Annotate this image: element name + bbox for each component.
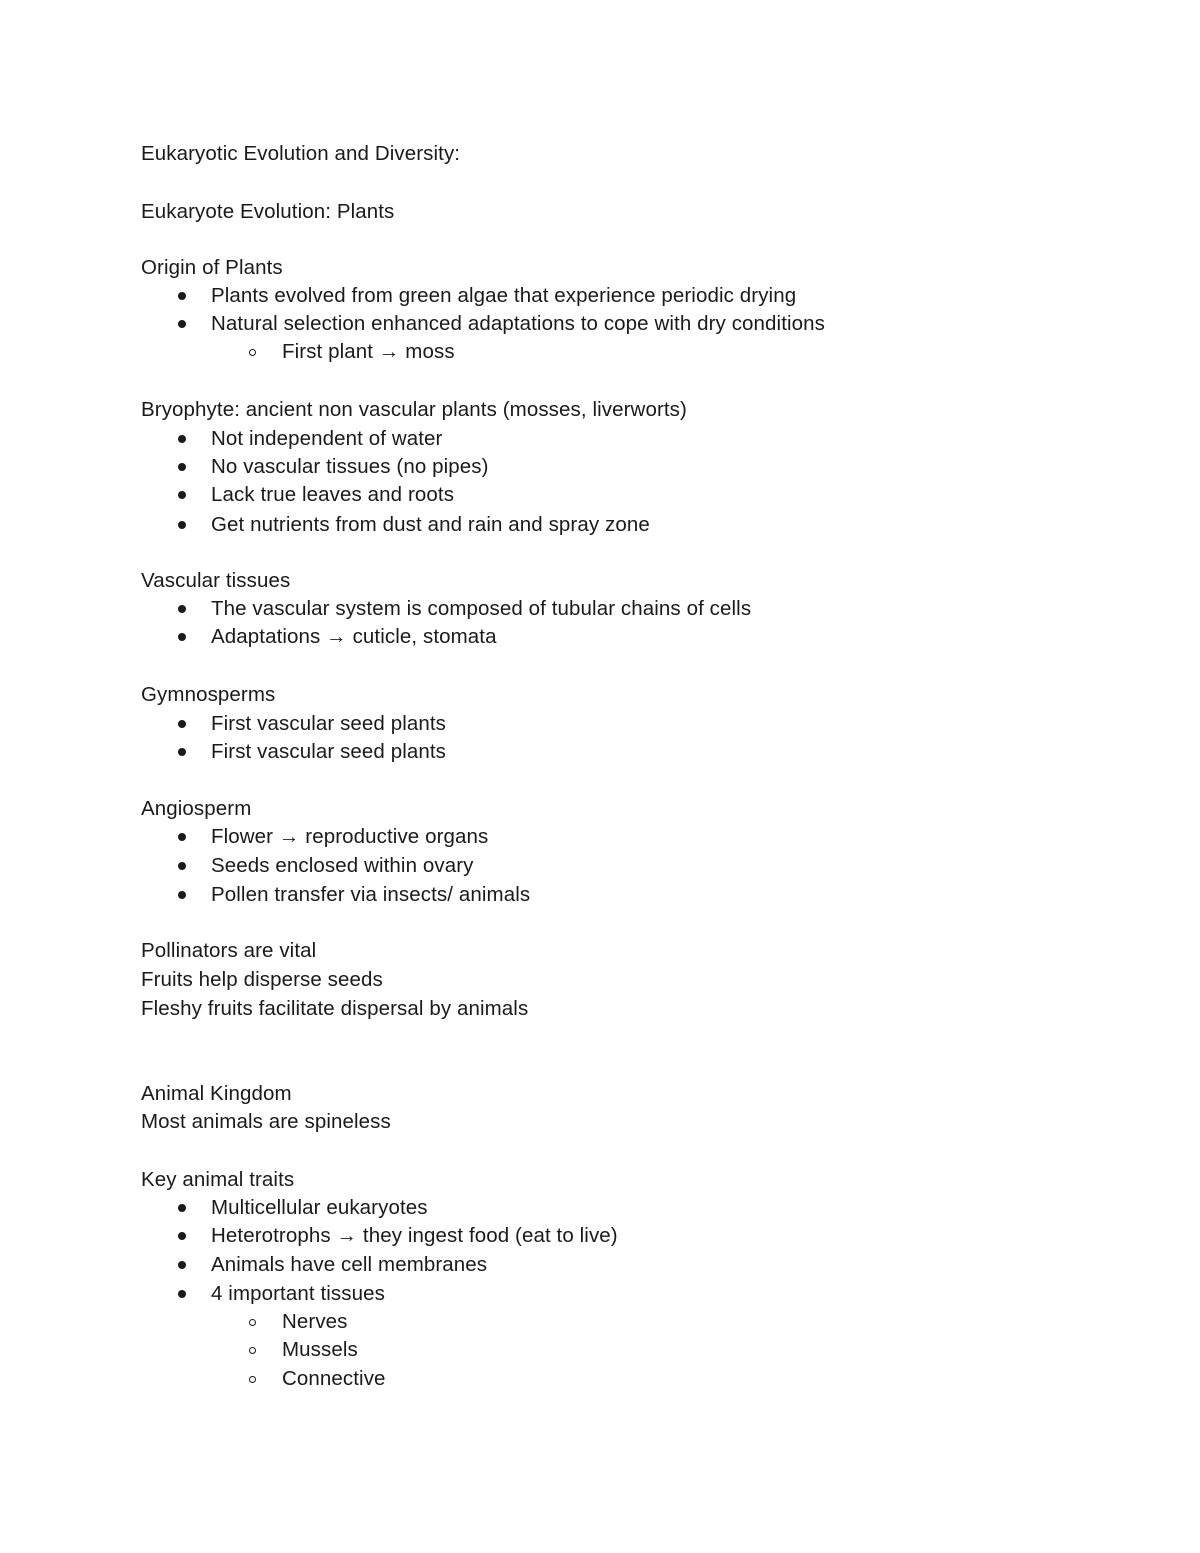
bullet-icon <box>178 1290 186 1298</box>
document-title: Eukaryotic Evolution and Diversity: <box>141 142 461 165</box>
circle-bullet-icon <box>249 1347 256 1354</box>
note-line: Fleshy fruits facilitate dispersal by animals <box>141 997 529 1020</box>
bullet-icon <box>178 1204 186 1212</box>
bullet-icon <box>178 891 186 899</box>
list-item: Flower → reproductive organs <box>211 823 488 851</box>
heading-origin: Origin of Plants <box>141 256 283 279</box>
bullet-icon <box>178 605 186 613</box>
list-item: First vascular seed plants <box>211 710 446 738</box>
sub-list-item: First plant → moss <box>282 338 455 366</box>
bullet-icon <box>178 833 186 841</box>
bullet-icon <box>178 748 186 756</box>
heading-vascular: Vascular tissues <box>141 569 291 592</box>
bullet-icon <box>178 320 186 328</box>
note-line: Most animals are spineless <box>141 1110 391 1133</box>
list-item: Heterotrophs → they ingest food (eat to live) <box>211 1222 618 1250</box>
bullet-icon <box>178 491 186 499</box>
bullet-icon <box>178 720 186 728</box>
list-item: Not independent of water <box>211 425 442 453</box>
bullet-icon <box>178 292 186 300</box>
sub-list-item: Mussels <box>282 1336 358 1364</box>
list-item: Get nutrients from dust and rain and spray zone <box>211 511 650 539</box>
bullet-icon <box>178 862 186 870</box>
list-item: No vascular tissues (no pipes) <box>211 453 489 481</box>
heading-bryophyte: Bryophyte: ancient non vascular plants (mosses, liverworts) <box>141 398 687 421</box>
circle-bullet-icon <box>249 349 256 356</box>
list-item: Multicellular eukaryotes <box>211 1194 428 1222</box>
circle-bullet-icon <box>249 1376 256 1383</box>
sub-list-item: Connective <box>282 1365 386 1393</box>
list-item: Natural selection enhanced adaptations to cope with dry conditions <box>211 310 825 338</box>
bullet-icon <box>178 1232 186 1240</box>
section-subtitle: Eukaryote Evolution: Plants <box>141 200 395 223</box>
circle-bullet-icon <box>249 1319 256 1326</box>
note-line: Fruits help disperse seeds <box>141 968 383 991</box>
heading-animal-kingdom: Animal Kingdom <box>141 1082 292 1105</box>
note-line: Pollinators are vital <box>141 939 317 962</box>
list-item: Lack true leaves and roots <box>211 481 454 509</box>
list-item: The vascular system is composed of tubular chains of cells <box>211 595 751 623</box>
bullet-icon <box>178 435 186 443</box>
bullet-icon <box>178 633 186 641</box>
list-item: Seeds enclosed within ovary <box>211 852 474 880</box>
bullet-icon <box>178 521 186 529</box>
list-item: Pollen transfer via insects/ animals <box>211 881 530 909</box>
list-item: Adaptations → cuticle, stomata <box>211 623 497 651</box>
sub-list-item: Nerves <box>282 1308 348 1336</box>
list-item: Plants evolved from green algae that experience periodic drying <box>211 282 796 310</box>
bullet-icon <box>178 463 186 471</box>
list-item: 4 important tissues <box>211 1280 385 1308</box>
heading-gymnosperms: Gymnosperms <box>141 683 276 706</box>
heading-key-traits: Key animal traits <box>141 1168 295 1191</box>
heading-angiosperm: Angiosperm <box>141 797 252 820</box>
list-item: First vascular seed plants <box>211 738 446 766</box>
bullet-icon <box>178 1261 186 1269</box>
list-item: Animals have cell membranes <box>211 1251 487 1279</box>
